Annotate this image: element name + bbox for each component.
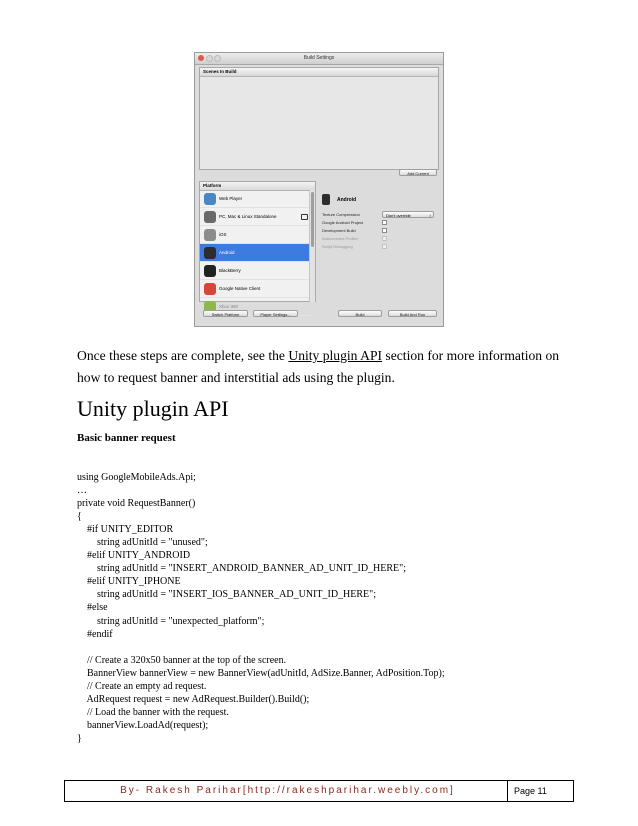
script-debugging-checkbox[interactable] — [382, 244, 387, 249]
chrome-icon — [204, 283, 216, 295]
code-line: // Create a 320x50 banner at the top of the screen. — [77, 654, 287, 666]
build-settings-screenshot — [194, 52, 444, 327]
code-line: #elif UNITY_IPHONE — [77, 576, 181, 588]
platform-scrollbar[interactable] — [309, 190, 315, 302]
dropdown-arrow-icon: ↕ — [429, 213, 431, 218]
add-current-button[interactable]: Add Current — [399, 169, 437, 176]
code-line: string adUnitId = "INSERT_IOS_BANNER_AD_UNIT_ID_HERE"; — [77, 589, 377, 601]
platform-item-google-native-client[interactable] — [200, 280, 311, 298]
switch-platform-button[interactable]: Switch Platform — [203, 310, 248, 317]
platform-item-web-player[interactable] — [200, 190, 311, 208]
code-line: … — [77, 485, 87, 497]
standalone-icon — [204, 211, 216, 223]
code-line: // Load the banner with the request. — [77, 706, 229, 718]
unity-target-icon — [301, 214, 308, 220]
scenes-in-build-panel — [199, 67, 439, 170]
option-label-texture-compression: Texture Compression — [322, 212, 360, 217]
ios-icon — [204, 229, 216, 241]
window-titlebar — [195, 53, 443, 65]
code-line: AdRequest request = new AdRequest.Builder().Build(); — [77, 693, 310, 705]
web-player-icon — [204, 193, 216, 205]
window-title: Build Settings — [303, 55, 335, 61]
code-line: using GoogleMobileAds.Api; — [77, 472, 196, 483]
code-block — [77, 471, 445, 745]
platform-item-ios[interactable] — [200, 226, 311, 244]
selected-platform-title: Android — [337, 197, 357, 203]
option-label-google-android-project: Google Android Project — [322, 220, 364, 225]
build-and-run-button[interactable]: Build And Run — [388, 310, 437, 317]
scenes-header: Scenes In Build — [200, 68, 438, 77]
footer-divider — [507, 781, 508, 801]
dropdown-value: Don't override — [386, 213, 411, 218]
platform-label: Web Player — [219, 196, 243, 201]
unity-plugin-api-link[interactable]: Unity plugin API — [288, 348, 383, 363]
intro-paragraph — [77, 345, 567, 389]
intro-text-after: section for more information on how to request banner and interstitial ads using the plugin. — [77, 348, 560, 385]
platform-label: Xbox 360 — [219, 304, 239, 309]
code-line: #elif UNITY_ANDROID — [77, 550, 191, 562]
platform-list — [199, 181, 316, 309]
code-line: string adUnitId = "unused"; — [77, 537, 208, 549]
code-line: string adUnitId = "INSERT_ANDROID_BANNER_AD_UNIT_ID_HERE"; — [77, 563, 407, 575]
intro-text-before: Once these steps are complete, see the — [77, 348, 289, 363]
development-build-checkbox[interactable] — [382, 228, 387, 233]
blackberry-icon — [204, 265, 216, 277]
section-heading: Unity plugin API — [77, 396, 229, 421]
texture-compression-dropdown[interactable] — [382, 211, 434, 218]
page-number: Page 11 — [514, 786, 547, 796]
code-line: // Create an empty ad request. — [77, 680, 207, 692]
option-label-development-build: Development Build — [322, 228, 356, 233]
google-android-project-checkbox[interactable] — [382, 220, 387, 225]
page-footer — [64, 780, 574, 802]
option-label-autoconnect-profiler: Autoconnect Profiler — [322, 236, 359, 241]
platform-item-blackberry[interactable] — [200, 262, 311, 280]
option-label-script-debugging: Script Debugging — [322, 244, 353, 249]
code-line: #else — [77, 602, 108, 614]
code-line: bannerView.LoadAd(request); — [77, 719, 209, 731]
platform-label: BlackBerry — [219, 268, 241, 273]
platform-label: iOS — [219, 232, 227, 237]
autoconnect-profiler-checkbox[interactable] — [382, 236, 387, 241]
build-button[interactable]: Build — [338, 310, 382, 317]
code-line: } — [77, 732, 82, 744]
android-icon — [204, 247, 216, 259]
code-line: #endif — [77, 628, 113, 640]
scrollbar-thumb[interactable] — [311, 192, 314, 247]
subsection-heading: Basic banner request — [77, 432, 176, 444]
platform-item-pc-mac-linux-standalone[interactable] — [200, 208, 311, 226]
code-line: string adUnitId = "unexpected_platform"; — [77, 615, 265, 627]
code-line: BannerView bannerView = new BannerView(adUnitId, AdSize.Banner, AdPosition.Top); — [77, 667, 445, 679]
code-line: private void RequestBanner() — [77, 498, 196, 510]
player-settings-button[interactable]: Player Settings... — [253, 310, 298, 317]
platform-label: Android — [219, 250, 235, 255]
code-line: #if UNITY_EDITOR — [77, 524, 174, 536]
code-line: { — [77, 511, 82, 523]
platform-label: Google Native Client — [219, 286, 261, 291]
platform-item-android[interactable] — [200, 244, 311, 262]
footer-author-text: By- Rakesh Parihar[http://rakeshparihar.weebly.com] — [120, 785, 455, 796]
platform-header: Platform — [200, 182, 315, 191]
android-icon — [322, 194, 330, 205]
platform-label: PC, Mac & Linux Standalone — [219, 214, 277, 219]
code-line — [77, 641, 445, 654]
